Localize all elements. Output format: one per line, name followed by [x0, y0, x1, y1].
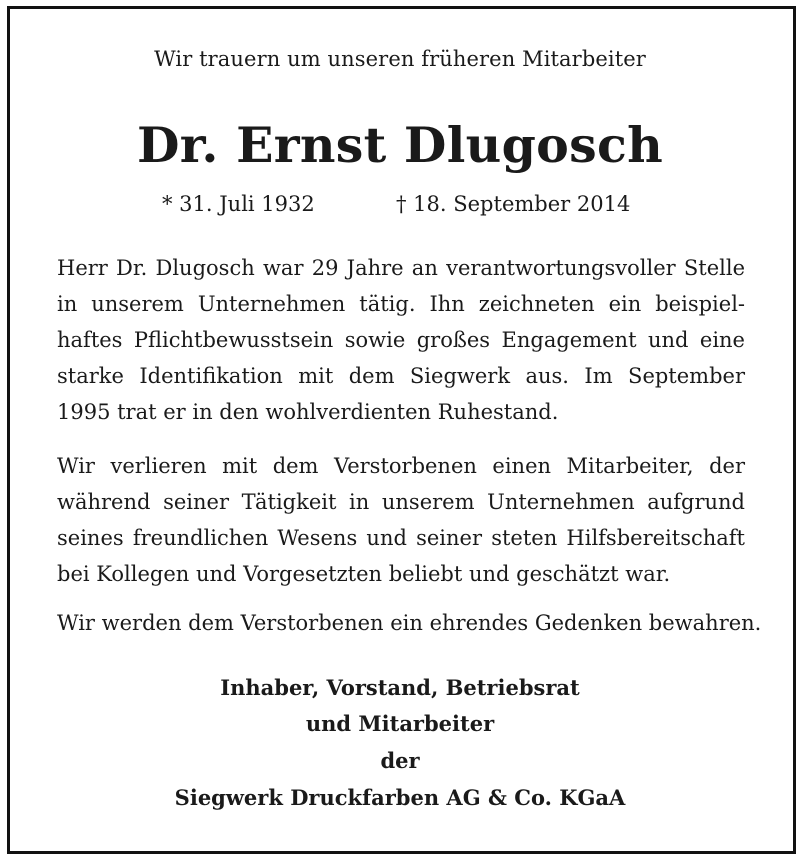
- deceased-name: Dr. Ernst Dlugosch: [136, 116, 664, 174]
- intro-line: Wir trauern um unseren früheren Mitarbeiter: [154, 47, 646, 71]
- closing-line: Wir werden dem Verstorbenen ein ehrendes Gedenken bewahren.: [57, 611, 762, 635]
- birth-date: * 31. Juli 1932: [162, 192, 315, 216]
- text-line: während seiner Tätigkeit in unserem Unternehmen aufgrund: [57, 490, 745, 514]
- signature-line: und Mitarbeiter: [305, 711, 495, 736]
- signature-line: Inhaber, Vorstand, Betriebsrat: [220, 675, 580, 700]
- company-name: Siegwerk Druckfarben AG & Co. KGaA: [174, 785, 626, 810]
- text-line: 1995 trat er in den wohlverdienten Ruhestand.: [57, 400, 559, 424]
- paragraph-tribute: [57, 448, 745, 592]
- text-line: starke Identifikation mit dem Siegwerk aus. Im September: [57, 364, 745, 388]
- signature-line: der: [380, 748, 420, 773]
- text-line: seines freundlichen Wesens und seiner steten Hilfsbereitschaft: [57, 526, 745, 550]
- text-line: bei Kollegen und Vorgesetzten beliebt und geschätzt war.: [57, 562, 671, 586]
- text-line: haftes Pflichtbewusstsein sowie großes Engagement und eine: [57, 328, 745, 352]
- death-date: † 18. September 2014: [396, 192, 631, 216]
- text-line: Herr Dr. Dlugosch war 29 Jahre an verantwortungsvoller Stelle: [57, 256, 745, 280]
- text-line: Wir verlieren mit dem Verstorbenen einen Mitarbeiter, der: [57, 454, 745, 478]
- text-line: in unserem Unternehmen tätig. Ihn zeichneten ein beispiel-: [57, 292, 745, 316]
- paragraph-career: [57, 250, 745, 430]
